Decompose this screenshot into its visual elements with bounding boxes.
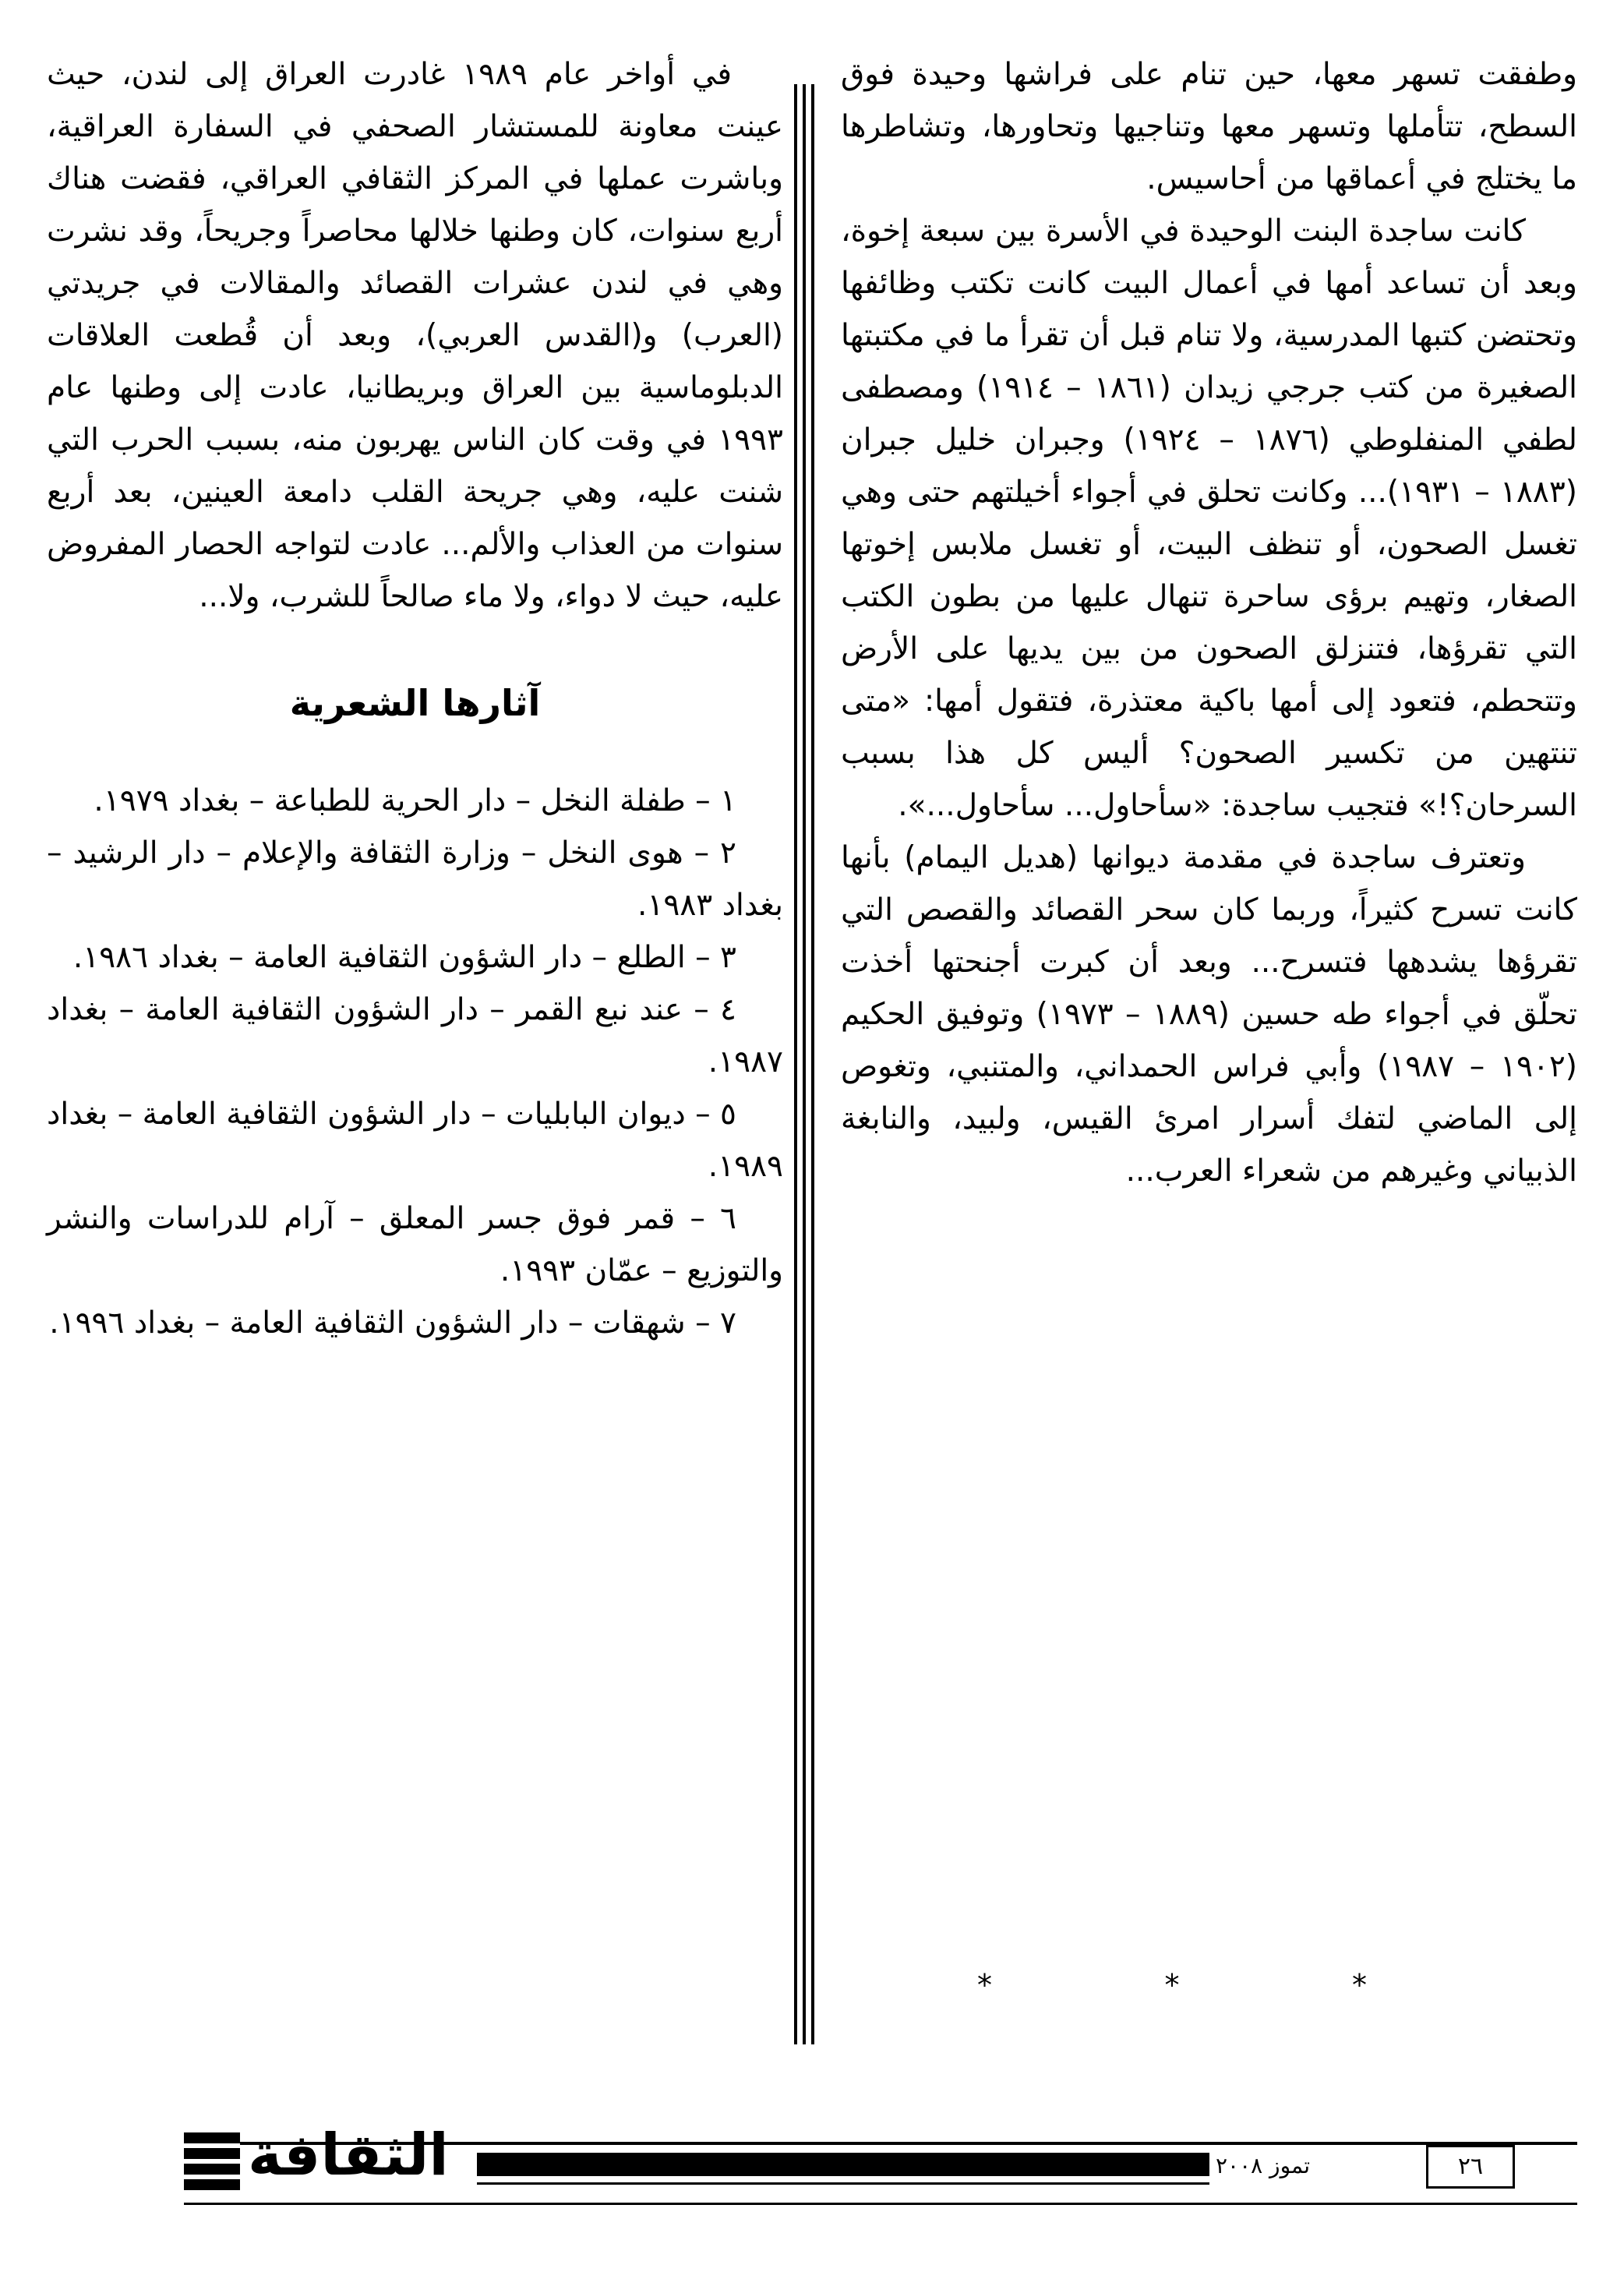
logo-stripes (184, 2132, 240, 2190)
list-item: ٥ – ديوان البابليات – دار الشؤون الثقافية العامة – بغداد ١٩٨٩. (47, 1097, 783, 1184)
footer-bar-thin (477, 2182, 1209, 2185)
paragraph: في أواخر عام ١٩٨٩ غادرت العراق إلى لندن، حيث عينت معاونة للمستشار الصحفي في السفارة العراقية، وباشرت عملها في المركز الثقافي العراقي، فقضت هناك أربع سنوات، كان وطنها خلالها محاصراً وجريحاً، وقد نشرت وهي في لندن عشرات القصائد والمقالات في جريدتي (العرب) و(القدس العربي)، وبعد أن قُطعت العلاقات الدبلوماسية بين العراق وبريطانيا، عادت إلى وطنها عام ١٩٩٣ في وقت كان الناس يهربون منه، بسبب الحرب التي شنت عليه، وهي جريحة القلب دامعة العينين، بعد أربع سنوات من العذاب والألم... عادت لتواجه الحصار المفروض عليه، حيث لا دواء، ولا ماء صالحاً للشرب، ولا... (47, 57, 783, 614)
paragraph: وتعترف ساجدة في مقدمة ديوانها (هديل اليمام) بأنها كانت تسرح كثيراً، وربما كان سحر القصائد والقصص التي تقرؤها يشدهها فتسرح... وبعد أن كبرت أجنحتها أخذت تحلّق في أجواء طه حسين (١٨٨٩ – ١٩٧٣) وتوفيق الحكيم (١٩٠٢ – ١٩٨٧) وأبي فراس الحمداني، والمتنبي، وتغوص إلى الماضي لتفك أسرار امرئ القيس، ولبيد، والنابغة الذبياني وغيرهم من شعراء العرب... (841, 840, 1578, 1189)
footer-bar (477, 2153, 1209, 2176)
separator-star: * (1164, 1968, 1180, 2002)
list-item: ٣ – الطلع – دار الشؤون الثقافية العامة – بغداد ١٩٨٦. (72, 940, 736, 975)
page-number: ٢٦ (1426, 2145, 1515, 2189)
separator-star: * (977, 1968, 992, 2002)
list-item: ٧ – شهقات – دار الشؤون الثقافية العامة – بغداد ١٩٩٦. (49, 1306, 736, 1341)
paragraph: وطفقت تسهر معها، حين تنام على فراشها وحيدة فوق السطح، تتأملها وتسهر معها وتناجيها وتحاورها، وتشاطرها ما يختلج في أعماقها من أحاسيس. (841, 57, 1577, 196)
magazine-logo: الثقافة (248, 2122, 449, 2189)
list-item: ٤ – عند نبع القمر – دار الشؤون الثقافية العامة – بغداد ١٩٨٧. (47, 992, 783, 1079)
paragraph: كانت ساجدة البنت الوحيدة في الأسرة بين سبعة إخوة، وبعد أن تساعد أمها في أعمال البيت كانت تكتب وظائفها وتحتضن كتبها المدرسية، ولا تنام قبل أن تقرأ ما في مكتبتها الصغيرة من كتب جرجي زيدان (١٨٦١ – ١٩١٤) ومصطفى لطفي المنفلوطي (١٨٧٦ – ١٩٢٤) وجبران خليل جبران (١٨٨٣ – ١٩٣١)... وكانت تحلق في أجواء أخيلتهم حتى وهي تغسل الصحون، أو تنظف البيت، أو تغسل ملابس إخوتها الصغار، وتهيم برؤى ساحرة تنهال عليها من بطون الكتب التي تقرؤها، فتنزلق الصحون من بين يديها على الأرض وتتحطم، فتعود إلى أمها باكية معتذرة، فتقول أمها: «متى تنتهين من تكسير الصحون؟ أليس كل هذا بسبب السرحان؟!» فتجيب ساجدة: «سأحاول... سأحاول...». (841, 214, 1578, 823)
section-separator (977, 1968, 1367, 2002)
column-divider (794, 84, 814, 2044)
separator-star: * (1352, 1968, 1367, 2002)
list-item: ٢ – هوى النخل – وزارة الثقافة والإعلام – دار الرشيد – بغداد ١٩٨٣. (47, 836, 783, 923)
section-heading: آثارها الشعرية (289, 682, 541, 724)
works-list (47, 775, 783, 1349)
list-item: ٦ – قمر فوق جسر المعلق – آرام للدراسات والنشر والتوزيع – عمّان ١٩٩٣. (47, 1201, 783, 1288)
issue-date: تموز ٢٠٠٨ (1216, 2153, 1311, 2178)
list-item: ١ – طفلة النخل – دار الحرية للطباعة – بغداد ١٩٧٩. (94, 783, 736, 818)
footer-rule-bottom (184, 2203, 1577, 2205)
right-column (841, 48, 1577, 1197)
left-column (47, 48, 783, 1349)
